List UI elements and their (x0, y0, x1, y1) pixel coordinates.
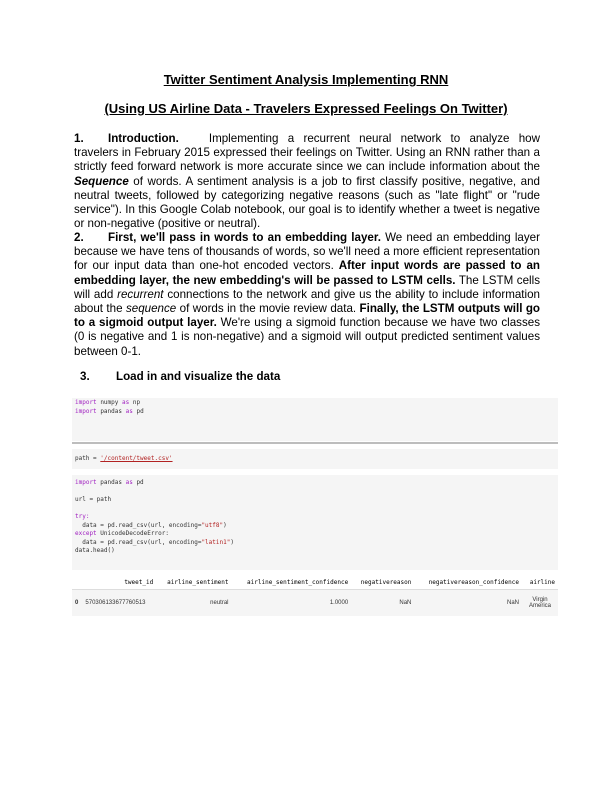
column-header: negativereason_confidence (414, 576, 522, 590)
emphasis-text: Sequence (74, 174, 129, 188)
body-text: of words. A sentiment analysis is a job to first classify positive, negative, and neutral tweets, followed by categorizing negative reasons (such as "late flight" or "rude service"). In this Google Colab notebook, our goal is to identify whether a tweet is negative or non-negative (positive or neutral). (74, 174, 540, 231)
section-architecture (74, 231, 540, 359)
body-text: We need an embedding layer because we have tens of thousands of words, so we'll need a more efficient representation for our input data than one-hot encoded vectors. (74, 231, 540, 273)
body-text: of words in the movie review data. (176, 302, 360, 316)
table-cell: 1.0000 (232, 590, 352, 617)
bold-text: First, we'll pass in words to an embedding layer. (108, 231, 381, 244)
table-cell: NaN (351, 590, 414, 617)
column-header: airline (522, 576, 558, 590)
dataframe-output (72, 576, 558, 616)
section-number: 3. (80, 370, 90, 383)
table-cell: 570306133677760513 (82, 590, 156, 617)
section-introduction (74, 132, 540, 231)
column-header: tweet_id (82, 576, 156, 590)
table-cell: neutral (156, 590, 231, 617)
section-heading: Load in and visualize the data (116, 370, 281, 383)
code-cell-read-csv[interactable]: import pandas as pd url = path try: data = pd.read_csv(url, encoding="utf8") except UnicodeDecodeError: data = pd.read_csv(url, encoding="latin1") data.head() (72, 475, 558, 570)
cell-divider (72, 442, 558, 444)
bold-text: Finally, the LSTM outputs will go to a sigmoid output layer. (74, 302, 541, 330)
section-load-data-heading (80, 370, 280, 383)
section-number: 1. (74, 132, 84, 145)
column-header: airline_sentiment_confidence (232, 576, 352, 590)
body-text: We're using a sigmoid function because we have two classes (0 is negative and 1 is non-negative) and a sigmoid will output predicted sentiment values between 0-1. (74, 316, 540, 358)
body-text: The LSTM cells will add (74, 273, 541, 301)
body-text: Implementing a recurrent neural network to analyze how travelers in February 2015 expressed their feelings on Twitter. Using an RNN rather than a strictly feed forward network is more accurate since we can include information about the (74, 132, 540, 174)
table-cell: Virgin America (522, 590, 558, 617)
column-header: airline_sentiment (156, 576, 231, 590)
document-subtitle: (Using US Airline Data - Travelers Expressed Feelings On Twitter) (104, 101, 508, 116)
table-cell: NaN (414, 590, 522, 617)
row-index: 0 (72, 590, 82, 617)
column-header: negativereason (351, 576, 414, 590)
bold-text: After input words are passed to an embedding layer, the new embedding's will be passed to LSTM cells. (74, 259, 540, 287)
italic-text: sequence (125, 302, 177, 316)
document-title: Twitter Sentiment Analysis Implementing RNN (163, 72, 449, 87)
table-header-row (72, 576, 558, 590)
code-cell-path[interactable]: path = '/content/tweet.csv' (72, 449, 558, 469)
code-cell-imports[interactable]: import numpy as np import pandas as pd (72, 398, 558, 441)
italic-text: recurrent (117, 287, 164, 301)
table-row (72, 590, 558, 617)
section-number: 2. (74, 231, 84, 244)
body-text: connections to the network and give us the ability to include information about the (74, 287, 540, 316)
column-header (72, 576, 82, 590)
section-heading: Introduction. (108, 132, 179, 145)
